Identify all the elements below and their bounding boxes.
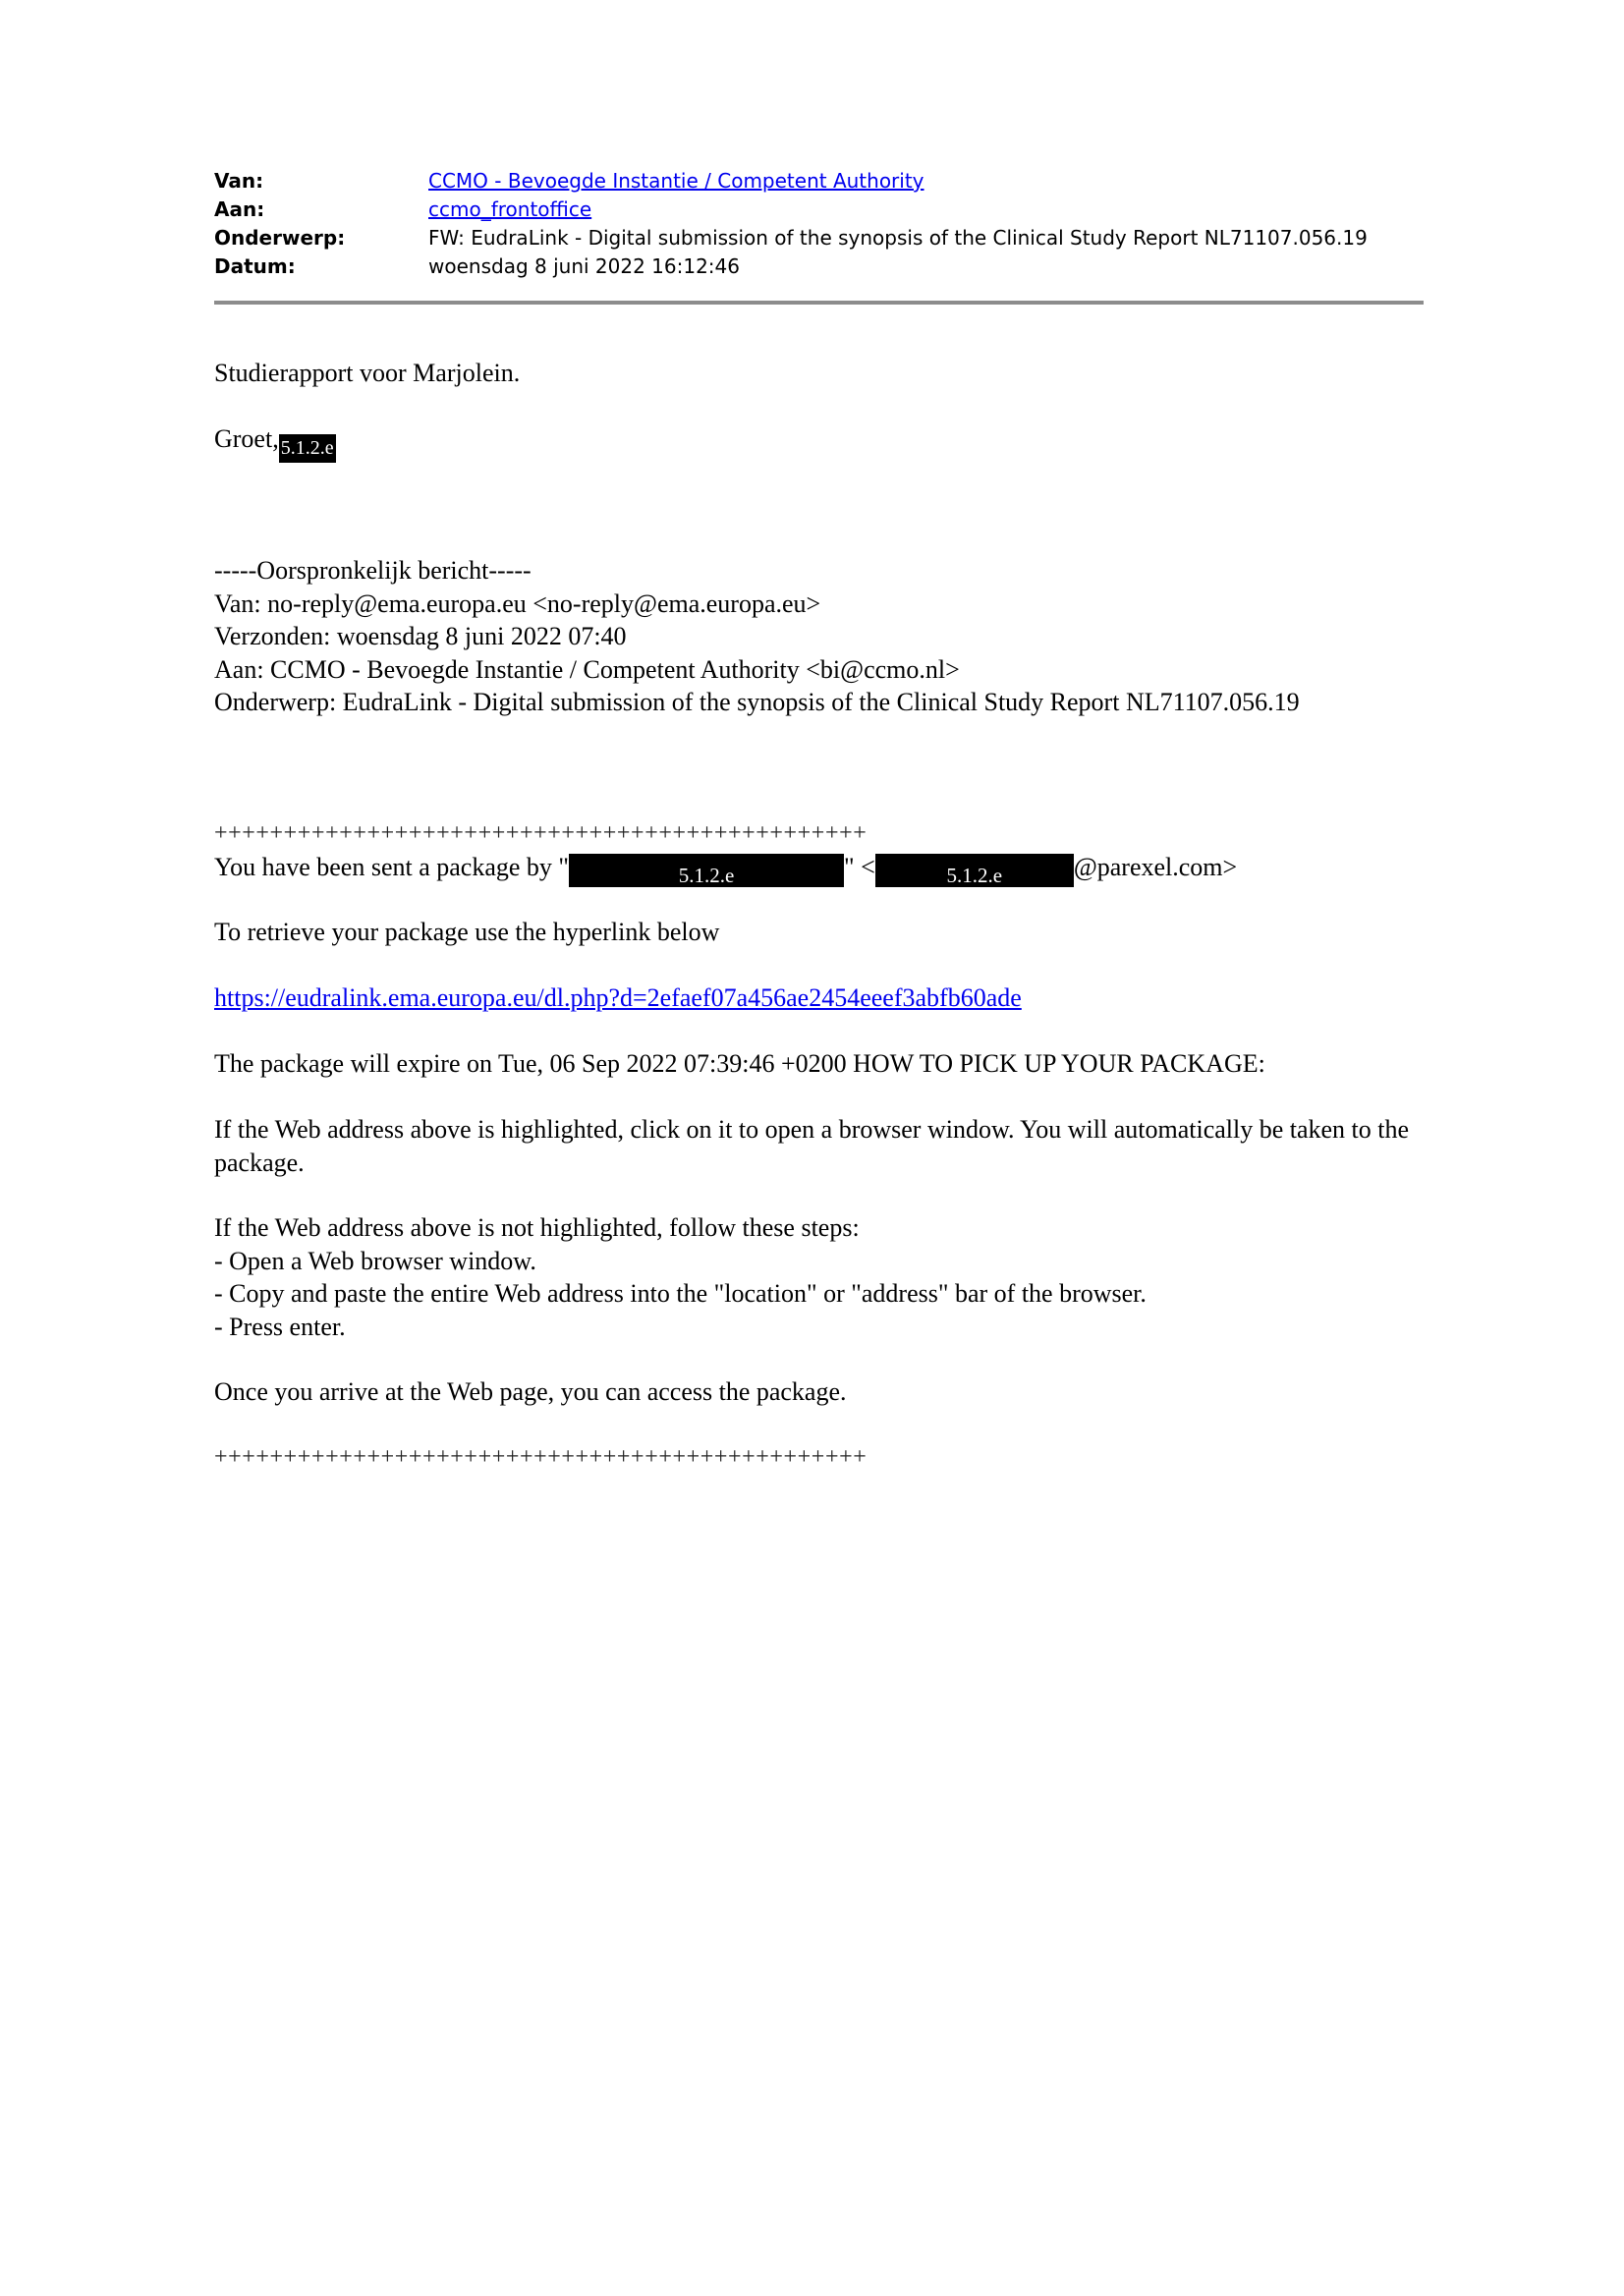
step-2: - Copy and paste the entire Web address into the "location" or "address" bar of the browser. [214, 1279, 1147, 1308]
sent-by-suffix: @parexel.com> [1073, 852, 1238, 881]
expire-paragraph [214, 1047, 1432, 1081]
separator-bottom: +++++++++++++++++++++++++++++++++++++++++++++++ [214, 1444, 868, 1470]
header-divider [214, 301, 1424, 305]
package-link-paragraph [214, 981, 1432, 1015]
header-label-from: Van: [214, 169, 264, 193]
arrive-paragraph [214, 1375, 1432, 1409]
email-header [214, 167, 1423, 281]
greeting-line [214, 422, 1432, 459]
original-to: Aan: CCMO - Bevoegde Instantie / Competent Authority <bi@ccmo.nl> [214, 654, 960, 684]
sent-by-prefix: You have been sent a package by " [214, 852, 570, 881]
expire-line: The package will expire on Tue, 06 Sep 2022 07:39:46 +0200 HOW TO PICK UP YOUR PACKAGE: [214, 1049, 1265, 1078]
step-1: - Open a Web browser window. [214, 1246, 536, 1275]
header-row-to [214, 196, 1423, 224]
highlighted-text: If the Web address above is highlighted, click on it to open a browser window. You will automatically be taken to the package. [214, 1115, 1410, 1177]
sent-by-line [214, 851, 1432, 887]
intro-text [214, 357, 1432, 390]
step-3: - Press enter. [214, 1312, 346, 1341]
highlighted-paragraph [214, 1113, 1432, 1179]
redaction-sender-name: 5.1.2.e [569, 854, 844, 887]
separator-bottom-block [214, 1441, 1432, 1475]
not-highlighted-line: If the Web address above is not highlighted, follow these steps: [214, 1213, 860, 1242]
header-label-date: Datum: [214, 254, 296, 278]
original-divider: -----Oorspronkelijk bericht----- [214, 556, 532, 585]
message-body [214, 817, 1432, 887]
header-to-link[interactable]: ccmo_frontoffice [428, 197, 592, 221]
retrieve-line: To retrieve your package use the hyperlink below [214, 918, 720, 946]
header-label-to: Aan: [214, 197, 265, 221]
package-link[interactable]: https://eudralink.ema.europa.eu/dl.php?d=2efaef07a456ae2454eeef3abfb60ade [214, 983, 1022, 1012]
intro-line: Studierapport voor Marjolein. [214, 359, 521, 387]
header-row-date [214, 252, 1423, 281]
header-label-subject: Onderwerp: [214, 226, 346, 250]
original-message-header [214, 554, 1432, 719]
original-subject: Onderwerp: EudraLink - Digital submission of the synopsis of the Clinical Study Report NL71107.056.19 [214, 688, 1300, 716]
separator-top: +++++++++++++++++++++++++++++++++++++++++++++++ [214, 820, 868, 846]
greeting [214, 422, 1432, 459]
original-from: Van: no-reply@ema.europa.eu <no-reply@ema.europa.eu> [214, 588, 821, 618]
header-row-subject [214, 224, 1423, 252]
header-from-link[interactable]: CCMO - Bevoegde Instantie / Competent Authority [428, 169, 924, 193]
redaction-sender-email: 5.1.2.e [875, 854, 1074, 887]
retrieve-paragraph [214, 916, 1432, 949]
header-date-value: woensdag 8 juni 2022 16:12:46 [428, 254, 740, 278]
arrive-line: Once you arrive at the Web page, you can access the package. [214, 1377, 847, 1406]
sent-by-middle: " < [844, 852, 875, 881]
original-sent: Verzonden: woensdag 8 juni 2022 07:40 [214, 622, 627, 650]
header-row-from [214, 167, 1423, 196]
greeting-text: Groet, [214, 424, 279, 453]
header-subject-value: FW: EudraLink - Digital submission of the synopsis of the Clinical Study Report NL71107.056.19 [428, 226, 1368, 250]
redaction-greeting: 5.1.2.e [279, 434, 336, 463]
steps-paragraph [214, 1211, 1432, 1343]
